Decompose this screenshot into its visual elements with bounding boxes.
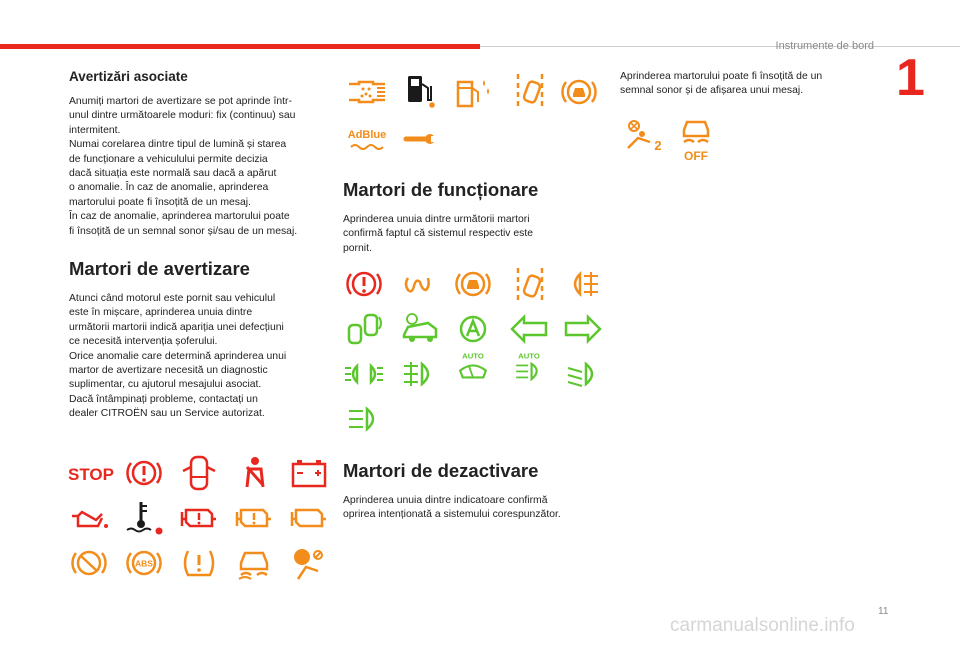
auto-high-beam-icon	[452, 311, 494, 347]
dipped-beam-icon	[562, 356, 604, 392]
lane-departure-warning-icon	[508, 72, 550, 108]
speed-limiter-vehicle-icon	[398, 311, 440, 347]
page-number: 11	[878, 606, 889, 617]
operation-lamps-section	[343, 179, 583, 256]
rear-fog-light-icon	[562, 266, 604, 302]
adblue-icon	[343, 121, 391, 157]
electric-parking-brake-icon	[452, 266, 494, 302]
engine-fault-red-icon	[178, 500, 220, 536]
driver-assist-2-icon	[622, 118, 668, 154]
auto-wipe-icon	[452, 350, 494, 386]
stop-icon	[68, 455, 114, 491]
svg-text:AUTO: AUTO	[518, 351, 540, 361]
lane-assist-green-icon	[343, 311, 385, 347]
preheating-icon	[398, 266, 440, 302]
svg-text:AdBlue: AdBlue	[347, 129, 387, 141]
svg-text:2: 2	[654, 138, 662, 153]
lane-keeping-icon	[508, 266, 550, 302]
low-fuel-icon	[398, 72, 440, 108]
parking-brake-orange-icon	[558, 74, 600, 110]
left-turn-indicator-icon	[508, 311, 550, 347]
warning-lamps-heading: Martori de avertizare	[69, 258, 250, 279]
svg-text:ABS: ABS	[135, 558, 153, 569]
svg-text:OFF: OFF	[684, 149, 708, 163]
front-fog-light-icon	[398, 356, 440, 392]
airbag-off-icon	[288, 545, 330, 581]
seatbelt-icon	[233, 455, 275, 491]
tyre-pressure-icon	[178, 545, 220, 581]
warning-lamps-section	[69, 258, 331, 422]
warning-lamps-text: Atunci când motorul este pornit sau vehiculul este în mișcare, aprinderea unuia dintre următorii martorii indică apariția unei defecțiuni ce necesită intervenția șoferului. Orice anomalie care determină aprinderea unui martor de avertizare necesită un diagnostic suplimentar, cu ajutorul mesajului asociat. Dacă întâmpinați probleme, contactați un dealer CITROËN sau un Service autorizat.	[69, 293, 287, 420]
deactivation-lamps-text: Aprinderea unuia dintre indicatoare confirmă oprirea intenționată a sistemului corespunzător.	[343, 495, 561, 521]
operation-lamps-text: Aprinderea unuia dintre următorii martori confirmă faptul că sistemul respectiv este pornit.	[343, 214, 533, 254]
oil-pressure-icon	[68, 500, 110, 536]
operation-lamps-heading: Martori de funcționare	[343, 179, 539, 200]
associated-warnings-heading: Avertizări asociate	[69, 69, 188, 84]
water-in-diesel-icon	[452, 74, 494, 110]
svg-text:STOP: STOP	[68, 465, 114, 484]
right-note-text: Aprinderea martorului poate fi însoțită de un semnal sonor și de afișarea unui mesaj.	[620, 71, 823, 97]
main-beam-icon	[343, 401, 385, 437]
sidelights-icon	[343, 356, 385, 392]
door-open-icon	[178, 455, 220, 491]
watermark: carmanualsonline.info	[670, 615, 855, 636]
abs-icon	[123, 545, 165, 581]
auto-headlights-icon	[508, 350, 550, 386]
service-wrench-icon	[398, 121, 440, 157]
section-title: Instrumente de bord	[775, 40, 874, 52]
stability-control-off-icon	[676, 116, 716, 162]
brake-pad-wear-icon	[68, 545, 110, 581]
header-red-rule	[0, 44, 480, 49]
diesel-particulate-filter-icon	[343, 74, 391, 110]
engine-fault-orange-icon	[233, 500, 275, 536]
associated-warnings-text: Anumiți martori de avertizare se pot aprinde într- unul dintre următoarele moduri: fix (continuu) sau intermitent. Numai corelarea dintre tipul de lumină și starea de funcționare a vehiculului permite decizia dacă situația este normală sau dacă a apărut o anomalie. În caz de anomalie, aprinderea martorului poate fi însoțită de un mesaj. În caz de anomalie, aprinderea martorului poate fi însoțită de un semnal sonor și/sau de un mesaj.	[69, 96, 298, 237]
svg-text:AUTO: AUTO	[462, 351, 484, 361]
engine-diagnostic-icon	[288, 500, 330, 536]
associated-warnings-section	[69, 69, 331, 239]
deactivation-lamps-heading: Martori de dezactivare	[343, 460, 539, 481]
brake-warning-icon	[123, 455, 165, 491]
coolant-temperature-icon	[123, 500, 165, 536]
parking-brake-red-icon	[343, 266, 385, 302]
chapter-number: 1	[896, 49, 925, 107]
deactivation-lamps-section	[343, 460, 608, 523]
right-turn-indicator-icon	[562, 311, 604, 347]
stability-control-icon	[233, 545, 275, 581]
right-note	[620, 70, 865, 99]
battery-icon	[288, 455, 330, 491]
